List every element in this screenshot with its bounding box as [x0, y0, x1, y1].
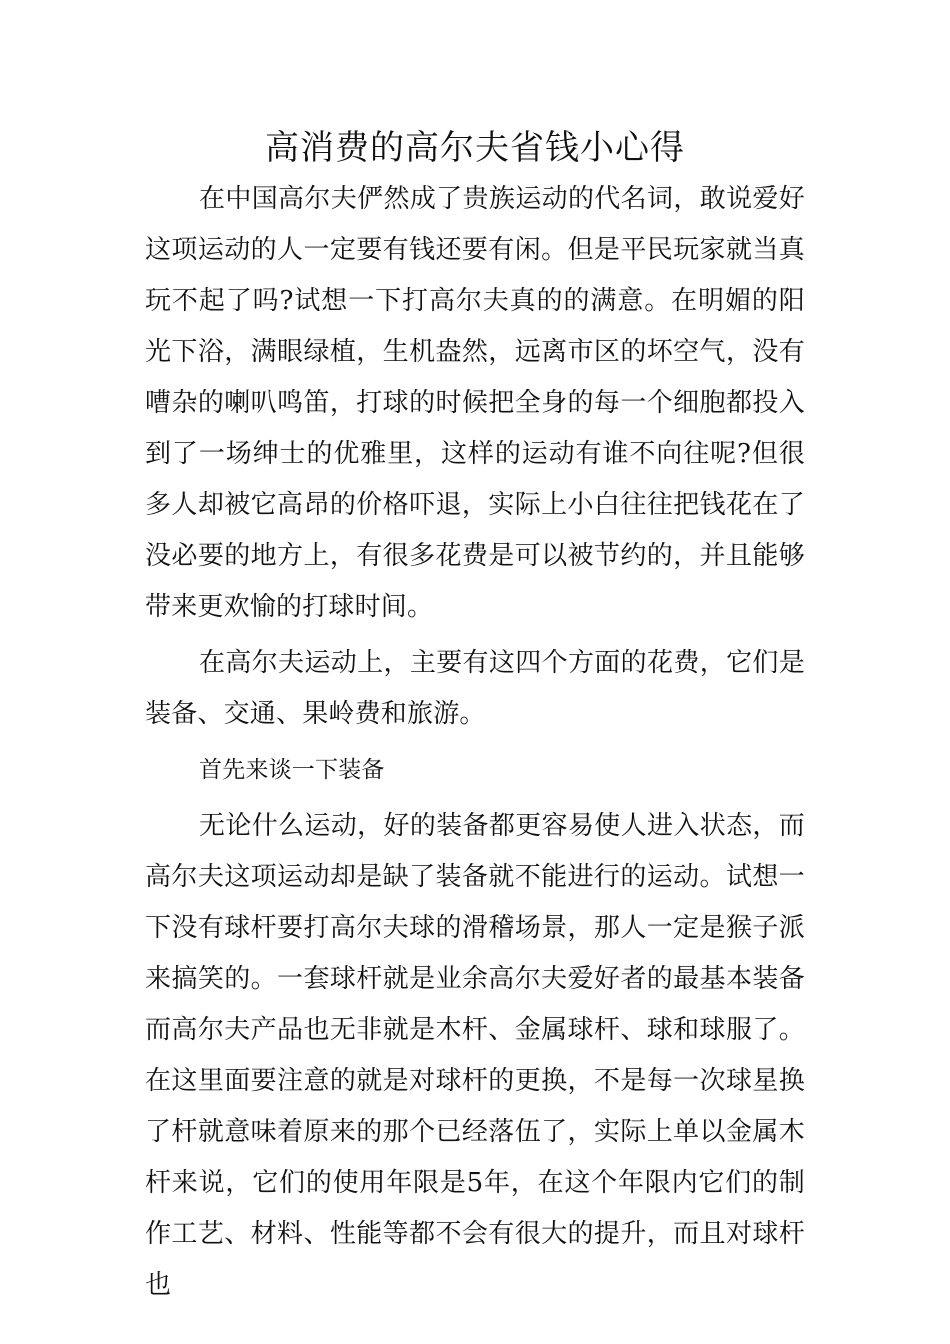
- section-heading-equipment: 首先来谈一下装备: [199, 757, 385, 783]
- document-title: 高消费的高尔夫省钱小心得: [265, 128, 685, 168]
- paragraph-intro: 在中国高尔夫俨然成了贵族运动的代名词，敢说爱好这项运动的人一定要有钱还要有闲。但是平民玩家就当真玩不起了吗?试想一下打高尔夫真的的满意。在明媚的阳光下浴，满眼绿植，生机盎然，远离市区的坏空气，没有嘈杂的喇叭鸣笛，打球的时候把全身的每一个细胞都投入到了一场绅士的优雅里，这样的运动有谁不向往呢?但很多人却被它高昂的价格吓退，实际上小白往往把钱花在了没必要的地方上，有很多花费是可以被节约的，并且能够带来更欢愉的打球时间。: [145, 184, 805, 622]
- paragraph-expenses: 在高尔夫运动上，主要有这四个方面的花费，它们是装备、交通、果岭费和旅游。: [145, 648, 805, 729]
- document-body: [145, 174, 805, 1311]
- paragraph-equipment: 无论什么运动，好的装备都更容易使人进入状态，而高尔夫这项运动却是缺了装备就不能进行的运动。试想一下没有球杆要打高尔夫球的滑稽场景，那人一定是猴子派来搞笑的。一套球杆就是业余高尔夫爱好者的最基本装备而高尔夫产品也无非就是木杆、金属球杆、球和球服了。在这里面要注意的就是对球杆的更换，不是每一次球星换了杆就意味着原来的那个已经落伍了，实际上单以金属木杆来说，它们的使用年限是5年，在这个年限内它们的制作工艺、材料、性能等都不会有很大的提升，而且对球杆也: [145, 811, 805, 1300]
